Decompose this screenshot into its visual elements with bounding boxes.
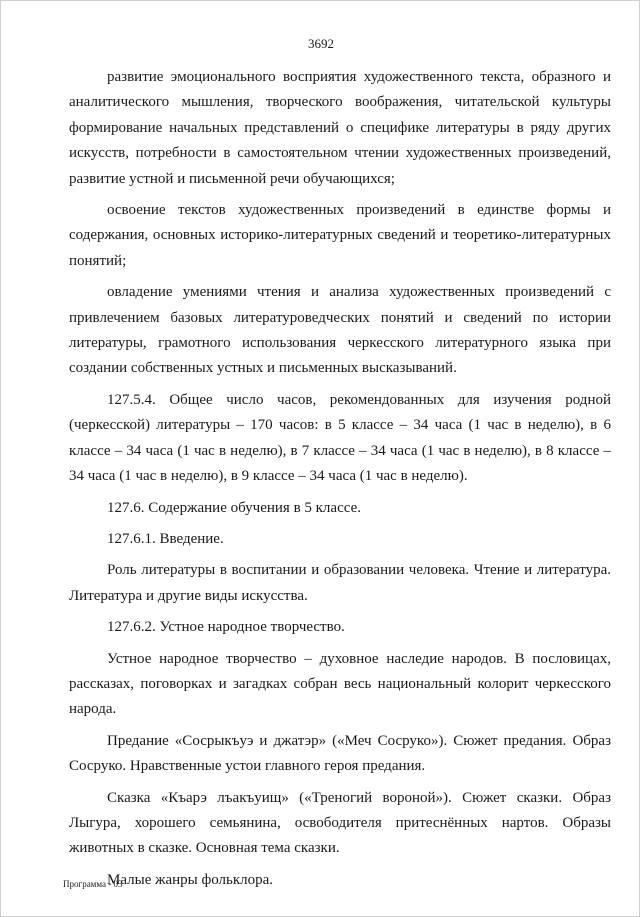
paragraph: Роль литературы в воспитании и образовании человека. Чтение и литература. Литература и другие виды искусства. (69, 562, 611, 604)
paragraph: освоение текстов художественных произведений в единстве формы и содержания, основных историко-литературных сведений и теоретико-литературных понятий; (69, 202, 611, 269)
subsection-heading: 127.6.2. Устное народное творчество. (107, 619, 345, 636)
paragraph: Устное народное творчество – духовное наследие народов. В пословицах, рассказах, поговорках и загадках собран весь национальный колорит черкесского народа. (69, 650, 611, 718)
paragraph: развитие эмоционального восприятия художественного текста, образного и аналитического мышления, творческого воображения, читательской культуры формирование начальных представлений о специфике литературы в ряду других искусств, потребности в самостоятельном чтении художественных произведений, развитие устной и письменной речи обучающихся; (69, 69, 611, 187)
paragraph: Предание «Сосрыкъуэ и джатэр» («Меч Сосруко»). Сюжет предания. Образ Сосруко. Нравственные устои главного героя предания. (69, 732, 611, 775)
paragraph: Сказка «Къарэ лъакъуищ» («Треногий вороной»). Сюжет сказки. Образ Лыгура, хорошего семьянина, освободителя притеснённых нартов. Образы животных в сказке. Основная тема сказки. (69, 789, 611, 857)
document-body (69, 65, 611, 893)
paragraph: 127.5.4. Общее число часов, рекомендованных для изучения родной (черкесской) литературы – 170 часов: в 5 классе – 34 часа (1 час в неделю), в 6 классе – 34 часа (1 час в неделю), в 7 классе – 34 часа (1 час в неделю), в 8 классе – 34 часа (1 час в неделю), в 9 классе – 34 часа (1 час в неделю). (69, 391, 611, 485)
page-number: 3692 (308, 36, 334, 51)
paragraph: Малые жанры фольклора. (107, 871, 274, 888)
section-heading: 127.6. Содержание обучения в 5 классе. (107, 499, 361, 516)
footer-label: Программа - 03 (63, 879, 123, 889)
subsection-heading: 127.6.1. Введение. (107, 530, 224, 547)
paragraph: овладение умениями чтения и анализа художественных произведений с привлечением базовых литературоведческих понятий и сведений по истории литературы, грамотного использования черкесского литературного языка при создании собственных устных и письменных высказываний. (69, 284, 611, 377)
